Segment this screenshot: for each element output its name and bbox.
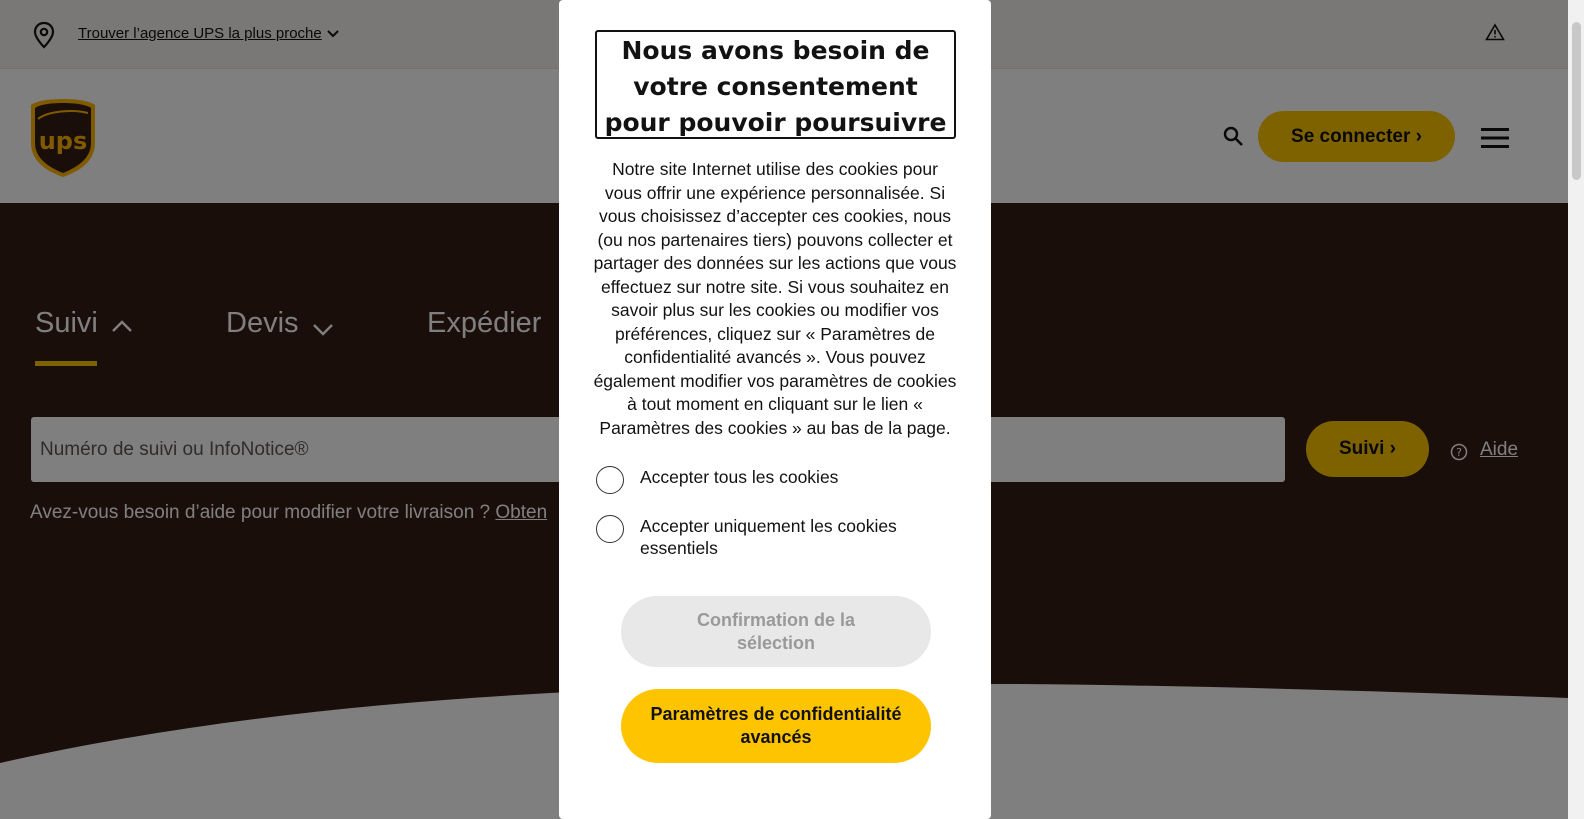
- advanced-privacy-settings-label: Paramètres de confidentialité avancés: [650, 704, 902, 747]
- scrollbar-thumb[interactable]: [1572, 22, 1581, 180]
- accept-all-option[interactable]: [596, 466, 920, 494]
- cookie-consent-dialog: [559, 0, 991, 819]
- confirm-selection-label: Confirmation de la sélection: [696, 609, 855, 653]
- accept-essential-radio[interactable]: [596, 515, 624, 543]
- accept-essential-label[interactable]: Accepter uniquement les cookies essentiels: [640, 516, 897, 558]
- accept-essential-option[interactable]: [596, 515, 920, 559]
- consent-description: Notre site Internet utilise des cookies pour vous offrir une expérience personnalisée. Si vous choisissez d’accepter ces cookies, nous (ou nos partenaires tiers) pouvons collecter et partager des données sur les actions que vous effectuez sur notre site. Si vous souhaitez en savoir plus sur les cookies ou modifier vos préférences, cliquez sur « Paramètres de confidentialité avancés ». Vous pouvez également modifier vos paramètres de cookies à tout moment en cliquant sur le lien « Paramètres des cookies » au bas de la page.: [593, 159, 957, 438]
- confirm-selection-button[interactable]: [621, 596, 931, 667]
- consent-title: Nous avons besoin de votre consentement pour pouvoir poursuivre: [595, 30, 956, 139]
- accept-all-radio[interactable]: [596, 466, 624, 494]
- advanced-privacy-settings-button[interactable]: [621, 689, 931, 763]
- accept-all-label[interactable]: Accepter tous les cookies: [640, 467, 839, 487]
- page-scrollbar[interactable]: [1568, 0, 1584, 819]
